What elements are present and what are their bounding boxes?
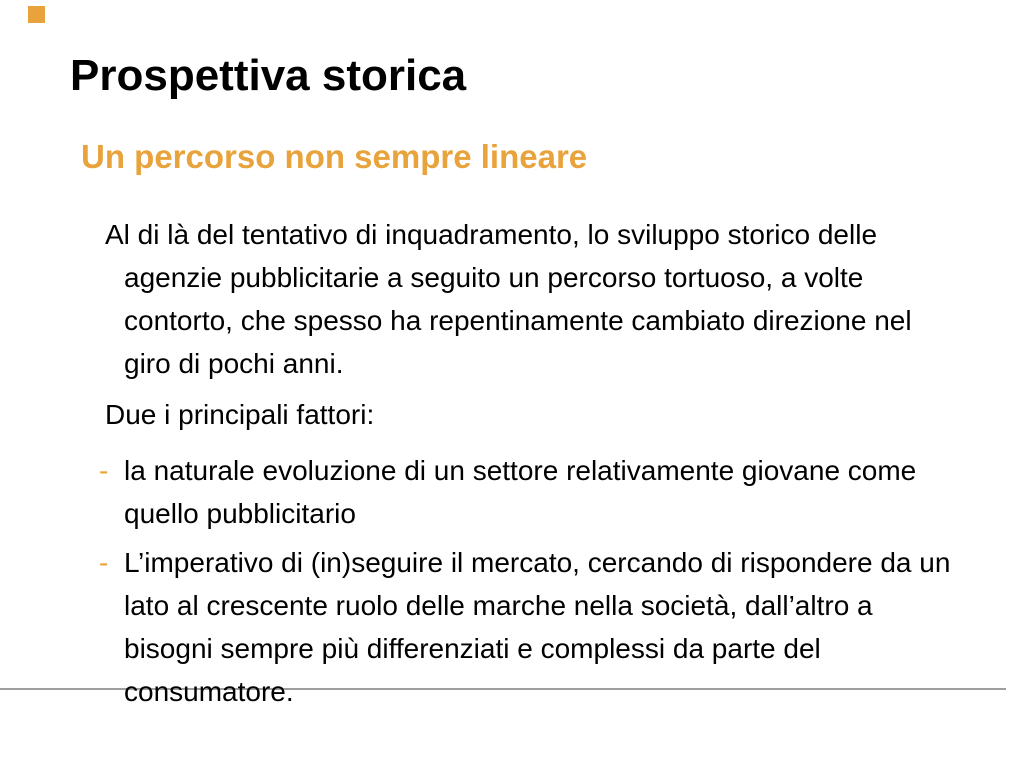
body-line <box>99 449 1024 492</box>
body-line: contorto, che spesso ha repentinamente cambiato direzione nel <box>124 305 912 336</box>
body-line: bisogni sempre più differenziati e complessi da parte del <box>124 633 821 664</box>
slide-subtitle: Un percorso non sempre lineare <box>81 138 588 175</box>
bullet-text: L’imperativo di (in)seguire il mercato, cercando di rispondere da un <box>124 547 951 578</box>
body-line: consumatore. <box>124 676 294 707</box>
slide-body <box>0 213 1024 713</box>
body-paragraph <box>0 393 1024 436</box>
bullet-dash-icon: - <box>99 547 109 578</box>
body-line: quello pubblicitario <box>124 498 356 529</box>
body-line: agenzie pubblicitarie a seguito un percorso tortuoso, a volte <box>124 262 864 293</box>
body-line: giro di pochi anni. <box>124 348 344 379</box>
bullet-item <box>0 449 1024 535</box>
slide-title: Prospettiva storica <box>70 51 467 100</box>
body-line: Due i principali fattori: <box>105 399 375 430</box>
bullet-dash-icon: - <box>99 455 109 486</box>
bullet-text: la naturale evoluzione di un settore relativamente giovane come <box>124 455 917 486</box>
body-line: Al di là del tentativo di inquadramento, lo sviluppo storico delle <box>105 219 878 250</box>
body-paragraph <box>0 213 1024 385</box>
bullet-item <box>0 541 1024 713</box>
body-line: lato al crescente ruolo delle marche nella società, dall’altro a <box>124 590 873 621</box>
body-line <box>99 541 1024 584</box>
corner-accent-square <box>28 6 45 23</box>
